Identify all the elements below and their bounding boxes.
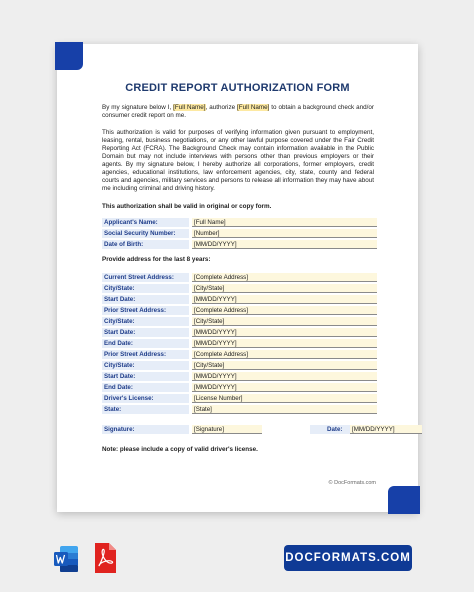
form-row [102, 328, 374, 338]
date-field[interactable]: [MM/DD/YYYY] [350, 425, 422, 434]
field-value[interactable]: [MM/DD/YYYY] [192, 372, 377, 381]
field-value[interactable]: [State] [192, 405, 377, 414]
field-value[interactable]: [City/State] [192, 284, 377, 293]
field-value[interactable]: [MM/DD/YYYY] [192, 328, 377, 337]
field-value[interactable]: [MM/DD/YYYY] [192, 339, 377, 348]
signature-field[interactable]: [Signature] [192, 425, 262, 434]
form-row [102, 339, 374, 349]
field-value[interactable]: [City/State] [192, 317, 377, 326]
field-label: End Date: [102, 339, 189, 348]
field-label: State: [102, 405, 189, 414]
form-row [102, 273, 374, 283]
form-row [102, 284, 374, 294]
copyright-text: © DocFormats.com [328, 480, 376, 486]
docformats-banner[interactable]: DOCFORMATS.COM [284, 545, 412, 571]
form-row [102, 295, 374, 305]
field-value[interactable]: [Complete Address] [192, 273, 377, 282]
form-row [102, 218, 374, 228]
field-label: Date of Birth: [102, 240, 189, 249]
field-value[interactable]: [MM/DD/YYYY] [192, 295, 377, 304]
field-value[interactable]: [City/State] [192, 361, 377, 370]
field-label: End Date: [102, 383, 189, 392]
form-row [102, 229, 374, 239]
form-title: CREDIT REPORT AUTHORIZATION FORM [125, 82, 350, 94]
word-icon[interactable] [53, 544, 79, 574]
pdf-icon[interactable] [92, 542, 118, 574]
form-row [102, 372, 374, 382]
intro-paragraph: By my signature below I, [Full Name], authorize [Full Name] to obtain a background check and/or consumer credit report on me. [102, 104, 374, 119]
form-row [102, 317, 374, 327]
name-placeholder: [Full Name] [237, 104, 270, 111]
signature-label: Signature: [102, 425, 189, 434]
address-heading: Provide address for the last 8 years: [102, 256, 211, 263]
field-label: Prior Street Address: [102, 350, 189, 359]
form-row [102, 394, 374, 404]
field-label: Driver's License: [102, 394, 189, 403]
field-label: Applicant's Name: [102, 218, 189, 227]
field-label: Prior Street Address: [102, 306, 189, 315]
form-row [102, 383, 374, 393]
authorization-paragraph: This authorization is valid for purposes of verifying information given pursuant to employment, leasing, rental, business negotiations, or any other lawful purpose covered under the Fair Credit Reporting Act (FCRA). The Background Check may contain information available in the Public Domain but may not include interviews with persons other than previous employers or their agents. By my signature below, I hereby authorize all corporations, former employers, credit agencies, educational institutions, law enforcement agencies, city, state, county and federal courts and agencies, military services and persons to release all information they may have about me including criminal and driving history. [102, 129, 374, 192]
field-value[interactable]: [MM/DD/YYYY] [192, 240, 377, 249]
field-label: Current Street Address: [102, 273, 189, 282]
corner-decoration [388, 486, 420, 514]
form-row [102, 306, 374, 316]
field-label: City/State: [102, 284, 189, 293]
field-label: City/State: [102, 317, 189, 326]
field-value[interactable]: [Number] [192, 229, 377, 238]
form-row [102, 405, 374, 415]
corner-decoration [55, 42, 83, 70]
field-label: Start Date: [102, 328, 189, 337]
field-label: Social Security Number: [102, 229, 189, 238]
field-value[interactable]: [License Number] [192, 394, 377, 403]
field-label: Start Date: [102, 372, 189, 381]
form-row [102, 240, 374, 250]
field-label: Start Date: [102, 295, 189, 304]
footnote: Note: please include a copy of valid driver's license. [102, 446, 258, 453]
signature-row [102, 425, 395, 435]
form-row [102, 350, 374, 360]
field-value[interactable]: [MM/DD/YYYY] [192, 383, 377, 392]
field-value[interactable]: [Full Name] [192, 218, 377, 227]
validity-note: This authorization shall be valid in original or copy form. [102, 203, 272, 210]
form-row [102, 361, 374, 371]
name-placeholder: [Full Name] [173, 104, 206, 111]
document-page [57, 44, 418, 512]
field-value[interactable]: [Complete Address] [192, 306, 377, 315]
field-value[interactable]: [Complete Address] [192, 350, 377, 359]
date-label: Date: [310, 425, 350, 434]
field-label: City/State: [102, 361, 189, 370]
